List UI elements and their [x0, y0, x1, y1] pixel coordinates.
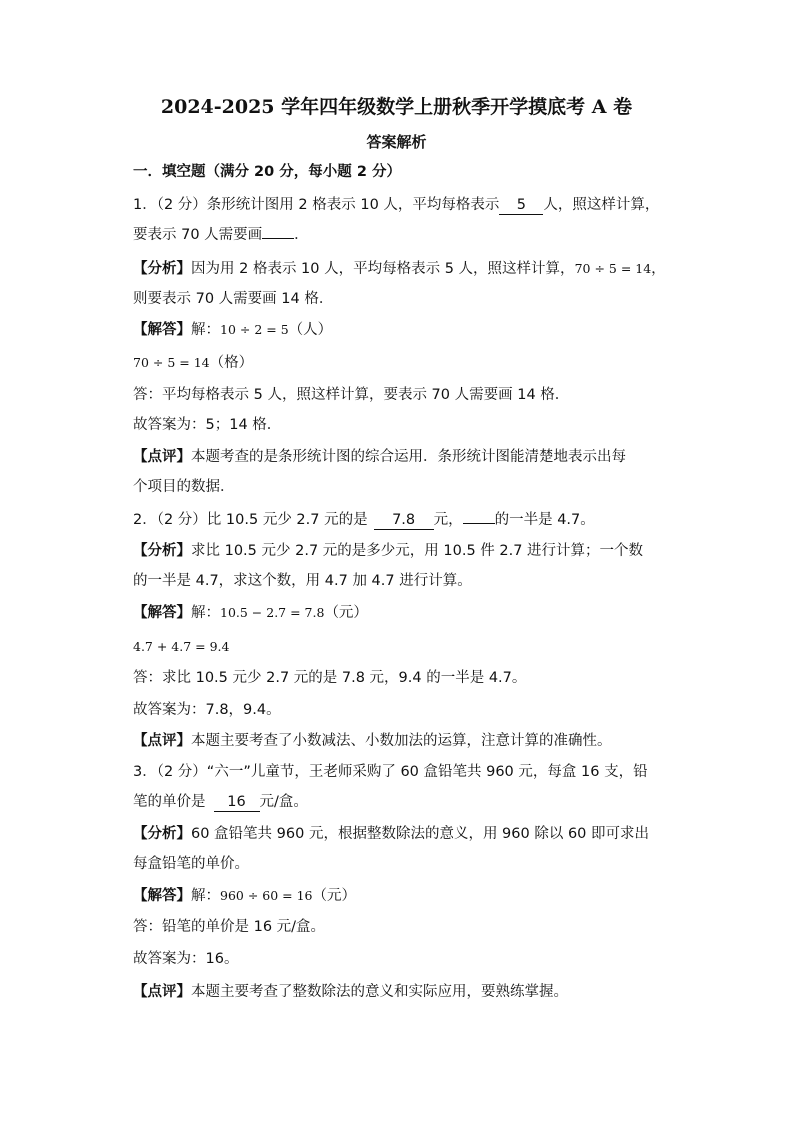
- q1-comment-text: 本题考查的是条形统计图的综合运用．条形统计图能清楚地表示出每: [191, 449, 626, 465]
- q1-calc2-unit: （格）: [209, 355, 254, 371]
- q2-comment-line1: [133, 731, 612, 751]
- q1-stem-text: 1．（2 分）条形统计图用 2 格表示 10 人，平均每格表示: [133, 197, 500, 213]
- page-title: 2024-2025 学年四年级数学上册秋季开学摸底考 A 卷: [160, 96, 633, 118]
- q3-stem-text: 笔的单价是: [133, 794, 206, 810]
- comment-tag: 【点评】: [133, 984, 191, 1000]
- q2-answer-prefix: 解：: [191, 605, 220, 621]
- analysis-tag: 【分析】: [133, 826, 191, 842]
- q1-answer-line2: [133, 353, 253, 373]
- q2-calc1-unit: （元）: [324, 605, 368, 621]
- q2-stem-text: 2．（2 分）比 10.5 元少 2.7 元的是: [133, 512, 368, 528]
- q1-analysis-math: 70 ÷ 5 = 14: [574, 261, 652, 276]
- q3-stem-line1: 3．（2 分）“六一”儿童节，王老师采购了 60 盒铅笔共 960 元，每盒 16 支，铅: [133, 764, 648, 780]
- q3-analysis-text: 60 盒铅笔共 960 元，根据整数除法的意义，用 960 除以 60 即可求出: [191, 826, 650, 842]
- q2-analysis-line1: [133, 541, 643, 561]
- q1-stem-text: ．: [294, 227, 309, 243]
- q1-analysis-text: ，: [651, 261, 666, 277]
- q3-comment-line1: [133, 982, 568, 1002]
- page-subtitle: 答案解析: [366, 133, 427, 151]
- q1-answer-line1: [133, 320, 332, 340]
- q2-answer-line2: [133, 637, 229, 657]
- q2-reply: 答：求比 10.5 元少 2.7 元的是 7.8 元，9.4 的一半是 4.7。: [133, 670, 527, 686]
- q2-final: 故答案为：7.8，9.4。: [133, 702, 281, 718]
- q3-reply: 答：铅笔的单价是 16 元/盒。: [133, 919, 326, 935]
- q1-reply: 答：平均每格表示 5 人，照这样计算，要表示 70 人需要画 14 格．: [133, 387, 570, 403]
- q3-calc1-unit: （元）: [312, 888, 357, 904]
- q1-calc2: 70 ÷ 5 = 14: [133, 355, 210, 370]
- q3-analysis-line2: 每盒铅笔的单价。: [133, 856, 249, 872]
- q1-analysis-line1: [133, 259, 666, 279]
- q1-answer-prefix: 解：: [191, 322, 220, 338]
- q3-answer-line1: [133, 886, 356, 906]
- answer-tag: 【解答】: [133, 605, 191, 621]
- q2-blank-answer: 7.8: [374, 512, 434, 530]
- q1-stem-line1: [133, 195, 659, 215]
- q3-calc1: 960 ÷ 60 = 16: [220, 888, 313, 903]
- q1-blank-empty: [262, 238, 294, 239]
- q2-stem-text: 的一半是 4.7。: [494, 512, 595, 528]
- q2-comment-text: 本题主要考查了小数减法、小数加法的运算，注意计算的准确性。: [191, 733, 612, 749]
- q2-calc1: 10.5 − 2.7 = 7.8: [220, 605, 325, 620]
- q2-analysis-line2: 的一半是 4.7，求这个数，用 4.7 加 4.7 进行计算。: [133, 573, 472, 589]
- q1-final: 故答案为：5；14 格．: [133, 417, 282, 433]
- q2-analysis-text: 求比 10.5 元少 2.7 元的是多少元，用 10.5 件 2.7 进行计算；一个数: [191, 543, 644, 559]
- q3-stem-text: 元/盒。: [259, 794, 308, 810]
- q1-comment-line1: [133, 447, 626, 467]
- answer-tag: 【解答】: [133, 322, 191, 338]
- q1-analysis-text: 因为用 2 格表示 10 人，平均每格表示 5 人，照这样计算，: [191, 261, 575, 277]
- q1-calc1: 10 ÷ 2 = 5: [220, 322, 289, 337]
- comment-tag: 【点评】: [133, 733, 191, 749]
- comment-tag: 【点评】: [133, 449, 191, 465]
- q1-blank-answer: 5: [499, 197, 543, 215]
- q1-analysis-line2: 则要表示 70 人需要画 14 格．: [133, 291, 334, 307]
- q3-comment-text: 本题主要考查了整数除法的意义和实际应用，要熟练掌握。: [191, 984, 568, 1000]
- q2-calc2: 4.7 + 4.7 = 9.4: [133, 639, 230, 654]
- q1-stem-text: 人，照这样计算，: [543, 197, 660, 213]
- q3-stem-line2: [133, 792, 308, 812]
- q2-answer-line1: [133, 603, 368, 623]
- q1-calc1-unit: （人）: [288, 322, 333, 338]
- q2-stem-line1: [133, 510, 595, 530]
- analysis-tag: 【分析】: [133, 543, 191, 559]
- q3-blank-answer: 16: [214, 794, 260, 812]
- analysis-tag: 【分析】: [133, 261, 191, 277]
- q3-answer-prefix: 解：: [191, 888, 220, 904]
- answer-tag: 【解答】: [133, 888, 191, 904]
- q1-comment-line2: 个项目的数据．: [133, 479, 235, 495]
- q2-blank-empty: [463, 523, 495, 524]
- q3-analysis-line1: [133, 824, 649, 844]
- q1-stem-line2: [133, 225, 309, 245]
- q3-final: 故答案为：16。: [133, 951, 239, 967]
- q1-stem-text: 要表示 70 人需要画: [133, 227, 263, 243]
- q2-stem-text: 元，: [433, 512, 463, 528]
- section-heading: 一．填空题（满分 20 分，每小题 2 分）: [133, 164, 401, 180]
